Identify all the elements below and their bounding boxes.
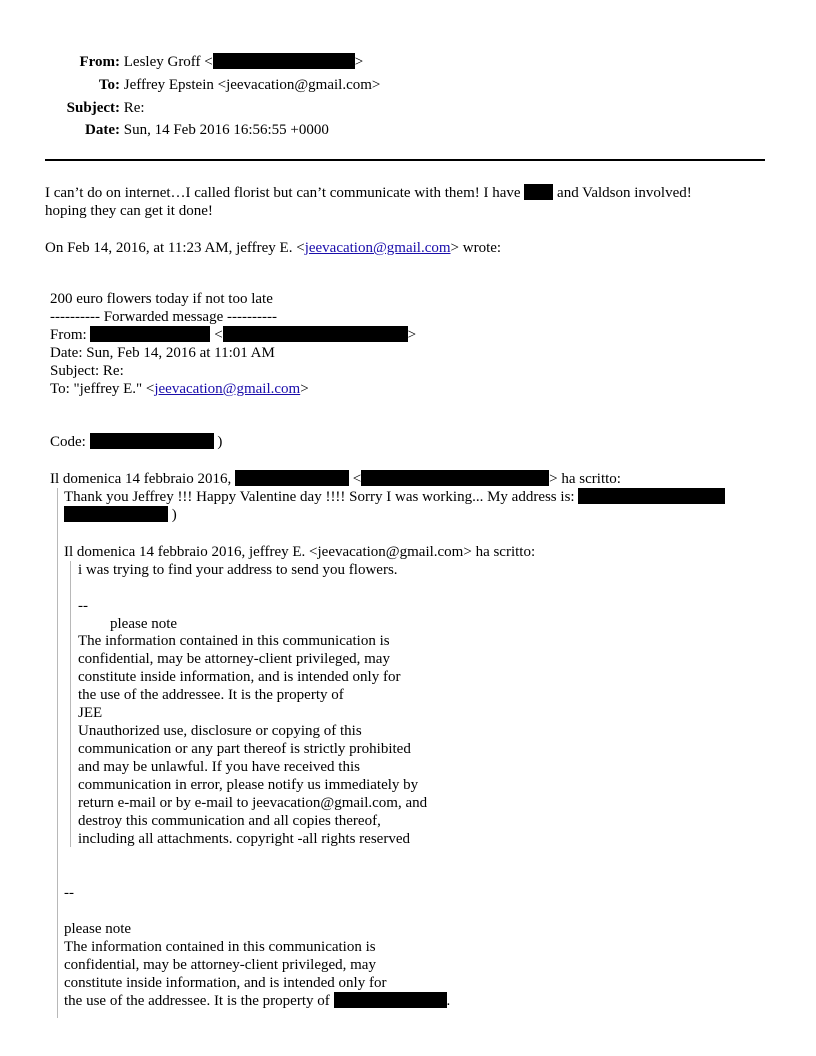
- body-text: I can’t do on internet…I called florist but can’t communicate with them! I have: [45, 185, 525, 201]
- redaction-box: [524, 184, 553, 200]
- signature-dash: --: [64, 885, 74, 901]
- from-close: >: [354, 54, 364, 70]
- disclaimer-line: Unauthorized use, disclosure or copying of this: [78, 723, 362, 739]
- email-link[interactable]: jeevacation@gmail.com: [304, 240, 451, 256]
- forward-to-label: To: "jeffrey E." <: [50, 381, 155, 397]
- disclaimer-block: [64, 938, 450, 1010]
- redaction-box: [361, 470, 549, 486]
- italian-attribution-1: [50, 470, 621, 488]
- disclaimer-block: [78, 632, 427, 848]
- date-label: Date:: [85, 122, 120, 138]
- forward-separator: ---------- Forwarded message ----------: [50, 309, 277, 325]
- disclaimer-line: [64, 992, 450, 1010]
- body-line-1: [45, 184, 692, 202]
- disclaimer-line: The information contained in this communication is: [78, 633, 390, 649]
- disclaimer-line: The information contained in this communication is: [64, 939, 376, 955]
- email-link[interactable]: jeevacation@gmail.com: [154, 381, 301, 397]
- disclaimer-line: the use of the addressee. It is the property of: [78, 687, 344, 703]
- quote-bar-2: [70, 561, 71, 847]
- subject-value: Re:: [123, 100, 145, 116]
- disclaimer-line: JEE: [78, 705, 103, 721]
- forward-text: >: [407, 327, 417, 343]
- quote1-line-1: [64, 488, 725, 506]
- redaction-box: [90, 326, 210, 342]
- disclaimer-line: destroy this communication and all copies thereof,: [78, 813, 381, 829]
- forward-text: ): [213, 434, 223, 450]
- redaction-box: [64, 506, 168, 522]
- header-subject: [40, 99, 145, 117]
- italian-attribution-2: Il domenica 14 febbraio 2016, jeffrey E. <jeevacation@gmail.com> ha scritto:: [64, 544, 536, 560]
- redaction-box: [235, 470, 349, 486]
- header-date: [40, 121, 329, 139]
- disclaimer-line: return e-mail or by e-mail to jeevacation@gmail.com, and: [78, 795, 428, 811]
- attribution-text: > ha scritto:: [549, 471, 621, 487]
- quote-text: Thank you Jeffrey !!! Happy Valentine day !!!! Sorry I was working... My address is:: [64, 489, 579, 505]
- disclaimer-line: communication in error, please notify us immediately by: [78, 777, 419, 793]
- attribution-text: <: [348, 471, 362, 487]
- forward-to: [50, 380, 309, 398]
- redaction-box: [334, 992, 447, 1008]
- disclaimer-line: confidential, may be attorney-client privileged, may: [78, 651, 390, 667]
- please-note: please note: [64, 921, 132, 937]
- redaction-box: [578, 488, 725, 504]
- quote-text: ): [168, 507, 177, 523]
- disclaimer-line: including all attachments. copyright -all rights reserved: [78, 831, 410, 847]
- redaction-box: [213, 53, 355, 69]
- forward-text: <: [210, 327, 223, 343]
- header-to: [40, 76, 380, 94]
- disclaimer-line: constitute inside information, and is intended only for: [78, 669, 401, 685]
- quote1-line-2: [64, 506, 177, 524]
- quote-bar-1: [57, 488, 58, 1018]
- quote2-line-1: i was trying to find your address to send you flowers.: [78, 562, 398, 578]
- forward-code: [50, 433, 222, 451]
- attribution-text: > wrote:: [450, 240, 502, 256]
- forward-note: 200 euro flowers today if not too late: [50, 291, 273, 307]
- from-name: Lesley Groff <: [123, 54, 213, 70]
- from-label: From:: [79, 54, 120, 70]
- disclaimer-line: constitute inside information, and is intended only for: [64, 975, 387, 991]
- header-divider: [45, 159, 765, 161]
- code-label: Code:: [50, 434, 90, 450]
- disclaimer-line: and may be unlawful. If you have received this: [78, 759, 360, 775]
- date-value: Sun, 14 Feb 2016 16:56:55 +0000: [123, 122, 329, 138]
- forward-from-label: From:: [50, 327, 91, 343]
- attribution-text: Il domenica 14 febbraio 2016,: [50, 471, 235, 487]
- disclaimer-text: .: [446, 993, 451, 1009]
- attribution-text: On Feb 14, 2016, at 11:23 AM, jeffrey E. <: [45, 240, 305, 256]
- disclaimer-text: the use of the addressee. It is the property of: [64, 993, 334, 1009]
- forward-date: Date: Sun, Feb 14, 2016 at 11:01 AM: [50, 345, 275, 361]
- subject-label: Subject:: [66, 100, 120, 116]
- redaction-box: [223, 326, 408, 342]
- body-text: and Valdson involved!: [553, 185, 692, 201]
- forward-from: [50, 326, 416, 344]
- to-value: Jeffrey Epstein <jeevacation@gmail.com>: [123, 77, 381, 93]
- disclaimer-line: confidential, may be attorney-client privileged, may: [64, 957, 376, 973]
- disclaimer-line: communication or any part thereof is strictly prohibited: [78, 741, 411, 757]
- to-label: To:: [98, 77, 120, 93]
- forward-subject: Subject: Re:: [50, 363, 124, 379]
- quote-attribution: [45, 239, 501, 257]
- please-note: please note: [110, 616, 178, 632]
- header-from: [40, 53, 363, 71]
- forward-text: >: [300, 381, 309, 397]
- body-line-2: hoping they can get it done!: [45, 203, 213, 219]
- redaction-box: [90, 433, 214, 449]
- signature-dash: --: [78, 598, 88, 614]
